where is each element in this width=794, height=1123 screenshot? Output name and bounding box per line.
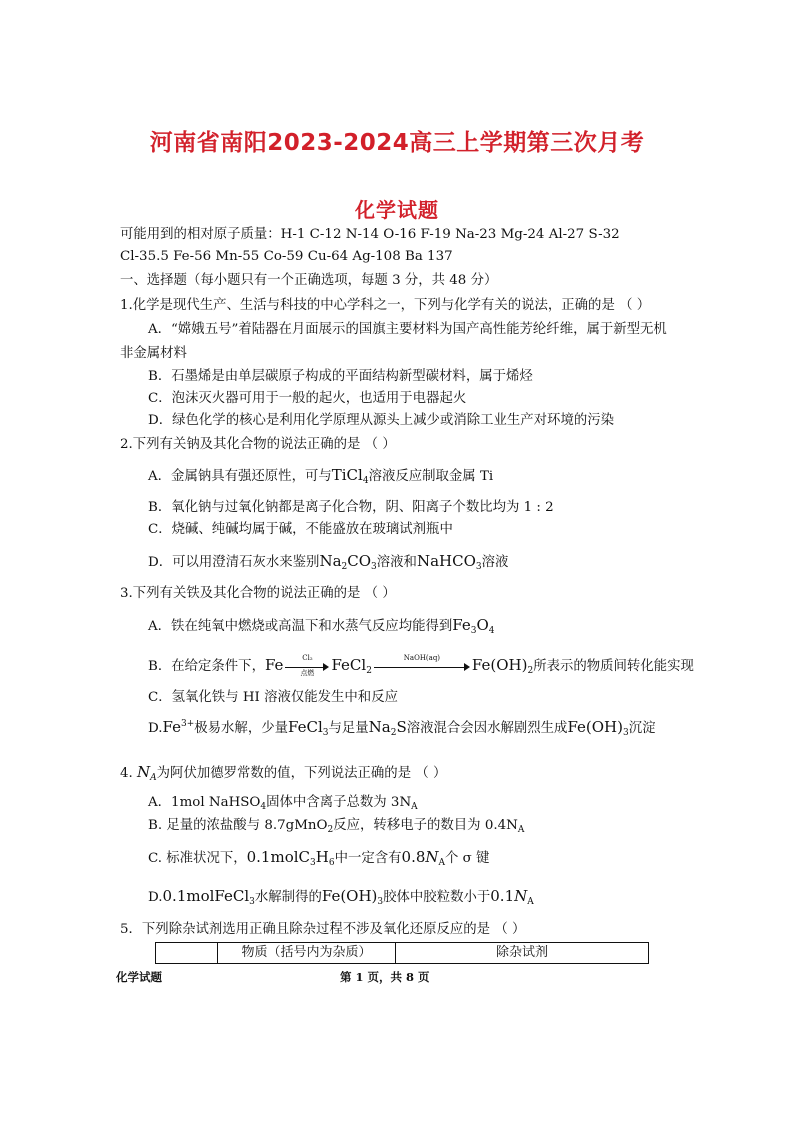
formula-nahco3: NaHCO$_3$ (416, 552, 482, 572)
table-header-cell-1 (156, 943, 218, 963)
formula-ticl4: TiCl$_4$ (331, 466, 369, 486)
q1-option-a: A．“嫦娥五号”着陆器在月面展示的国旗主要材料为国产高性能芳纶纤维，属于新型无机 (148, 322, 667, 337)
q4-option-b: B. 足量的浓盐酸与 8.7gMnO$_2$反应，转移电子的数目为 $0.4N_A$ (148, 818, 525, 835)
q3-stem: 3.下列有关铁及其化合物的说法正确的是 （ ） (120, 586, 396, 601)
q3-option-a: A．铁在纯氧中燃烧或高温下和水蒸气反应均能得到$Fe_3O_4$ (148, 616, 495, 636)
q4-stem: 4. $N_A$为阿伏加德罗常数的值，下列说法正确的是 （ ） (120, 763, 447, 783)
formula-na2co3: $Na_2CO_3$ (319, 552, 377, 572)
section-heading: 一、选择题（每小题只有一个正确选项，每题 3 分，共 48 分） (120, 273, 498, 288)
q3-option-b: B．在给定条件下，Fe Cl₂ 点燃 FeCl$_2$ NaOH(aq) $Fe(OH)_2$所表示的物质间转化能实现 (148, 653, 694, 677)
q3-option-d: $D.Fe^{3+}$极易水解，少量FeCl$_3$与足量$Na_2S$溶液混合会因水解剧烈生成$Fe(OH)_3$沉淀 (148, 718, 656, 738)
reaction-arrow-2: NaOH(aq) (374, 660, 470, 674)
q2-option-a: A．金属钠具有强还原性，可与TiCl$_4$溶液反应制取金属 Ti (148, 466, 494, 486)
atomic-masses-line2: Cl-35.5 Fe-56 Mn-55 Co-59 Cu-64 Ag-108 Ba 137 (120, 249, 453, 264)
q2-option-c: C．烧碱、纯碱均属于碱，不能盛放在玻璃试剂瓶中 (148, 522, 453, 537)
footer-subject: 化学试题 (116, 970, 162, 984)
q4-option-a: A．1mol NaHSO$_4$固体中含离子总数为 $3N_A$ (148, 795, 418, 812)
q4-option-c: C. 标准状况下，$0.1molC_3H_6$中一定含有$0.8N_A$个 σ 键 (148, 848, 490, 868)
q1-stem: 1.化学是现代生产、生活与科技的中心学科之一，下列与化学有关的说法，正确的是 （ ） (120, 298, 651, 313)
q2-a-text: A．金属钠具有强还原性，可与 (148, 469, 332, 484)
avogadro-symbol: $N_A$ (137, 763, 157, 783)
exam-title: 河南省南阳2023-2024高三上学期第三次月考 (149, 130, 645, 156)
q1-option-b: B．石墨烯是由单层碳原子构成的平面结构新型碳材料，属于烯烃 (148, 369, 533, 384)
q3-option-c: C．氢氧化铁与 HI 溶液仅能发生中和反应 (148, 690, 398, 705)
subject-title: 化学试题 (355, 198, 439, 222)
q5-table-header (155, 942, 649, 964)
table-header-cell-3: 除杂试剂 (495, 945, 548, 960)
q1-option-c: C．泡沫灭火器可用于一般的起火，也适用于电器起火 (148, 391, 467, 406)
q2-stem: 2.下列有关钠及其化合物的说法正确的是 （ ） (120, 437, 396, 452)
q1-option-a-cont: 非金属材料 (120, 346, 187, 361)
q2-option-d: D．可以用澄清石灰水来鉴别$Na_2CO_3$溶液和NaHCO$_3$溶液 (148, 552, 509, 572)
table-header-cell-2: 物质（括号内为杂质） (218, 943, 396, 963)
reaction-arrow-1: Cl₂ 点燃 (285, 660, 329, 674)
q1-option-d: D．绿色化学的核心是利用化学原理从源头上减少或消除工业生产对环境的污染 (148, 413, 615, 428)
q4-option-d: D.0.1molFeCl$_3$水解制得的$Fe(OH)_3$胶体中胶粒数小于$0.1N_A$ (148, 887, 534, 907)
formula-fe3o4: $Fe_3O_4$ (452, 616, 495, 636)
footer-page-number: 第 1 页，共 8 页 (340, 970, 430, 984)
q2-option-b: B．氧化钠与过氧化钠都是离子化合物，阴、阳离子个数比均为 1 : 2 (148, 500, 554, 515)
atomic-masses-line1: 可能用到的相对原子质量：H-1 C-12 N-14 O-16 F-19 Na-23 Mg-24 Al-27 S-32 (120, 227, 620, 242)
q5-stem: 5．下列除杂试剂选用正确且除杂过程不涉及氧化还原反应的是 （ ） (120, 922, 526, 937)
